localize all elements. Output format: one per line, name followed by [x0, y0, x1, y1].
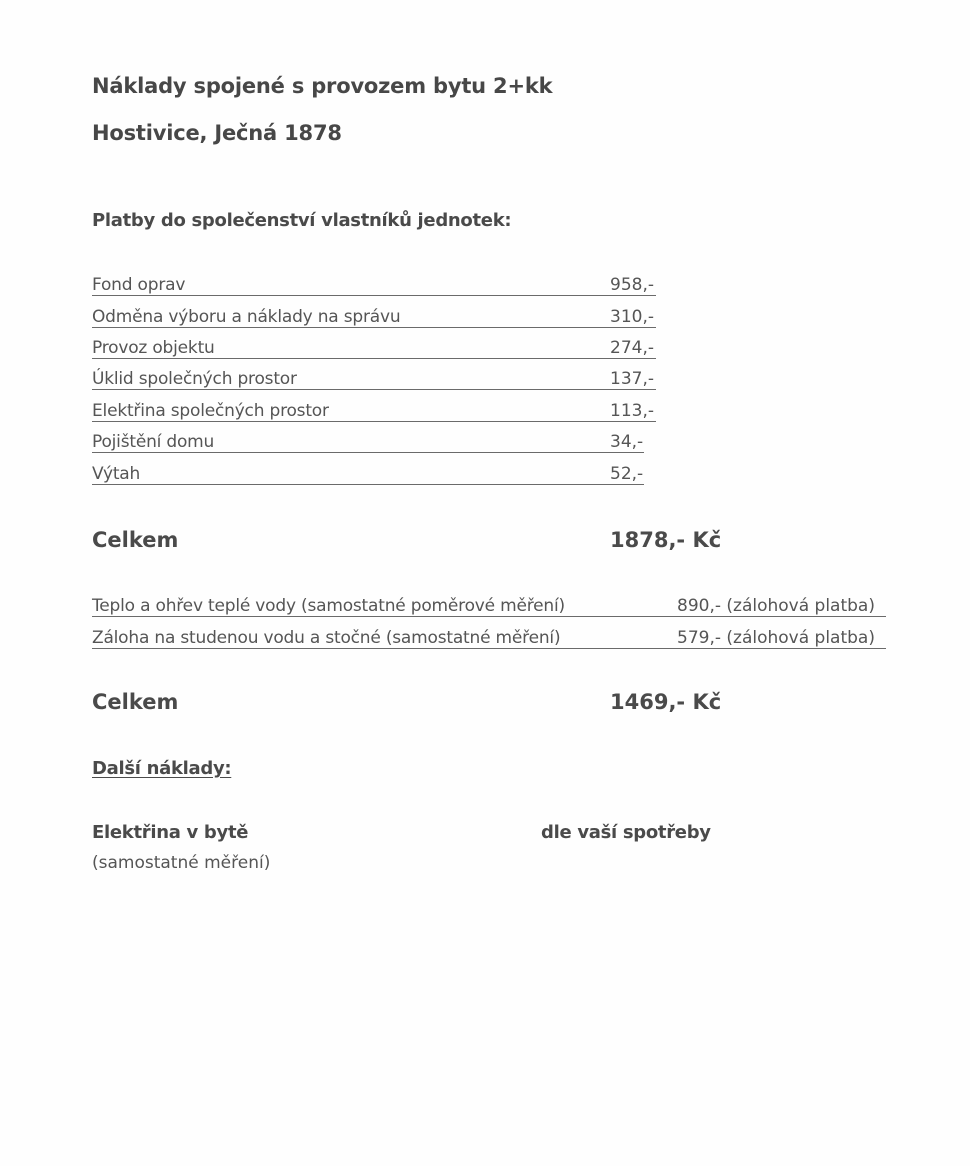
- item-value: 52,-: [610, 464, 644, 484]
- item-label: Provoz objektu: [92, 338, 215, 358]
- total-label: Celkem: [92, 690, 179, 714]
- table-row: [92, 626, 886, 649]
- table-row: [92, 336, 656, 359]
- item-value: 34,-: [610, 432, 644, 452]
- item-label: Pojištění domu: [92, 432, 215, 452]
- table-row: [92, 273, 656, 296]
- section-heading-svj: Platby do společenství vlastníků jednotek:: [92, 210, 512, 231]
- item-label: Teplo a ohřev teplé vody (samostatné poměrové měření): [92, 596, 565, 616]
- item-value: 890,- (zálohová platba): [677, 596, 875, 616]
- table-row: [92, 594, 886, 617]
- total-row: [92, 528, 722, 552]
- total-value: 1878,- Kč: [610, 528, 722, 552]
- table-row: [92, 305, 656, 328]
- document-title: Náklady spojené s provozem bytu 2+kk: [92, 74, 553, 98]
- total-row: [92, 690, 722, 714]
- item-label: Elektřina společných prostor: [92, 401, 329, 421]
- section-heading-other: Další náklady:: [92, 758, 232, 779]
- table-row: [92, 462, 644, 485]
- total-label: Celkem: [92, 528, 179, 552]
- item-value: 113,-: [610, 401, 654, 421]
- item-label: Fond oprav: [92, 275, 186, 295]
- electricity-note: (samostatné měření): [92, 853, 271, 873]
- table-row: [92, 399, 656, 422]
- item-label: Úklid společných prostor: [92, 369, 297, 389]
- item-value: 274,-: [610, 338, 654, 358]
- item-label: Odměna výboru a náklady na správu: [92, 307, 401, 327]
- electricity-label: Elektřina v bytě: [92, 822, 249, 843]
- item-value: 958,-: [610, 275, 654, 295]
- item-value: 137,-: [610, 369, 654, 389]
- item-label: Záloha na studenou vodu a stočné (samostatné měření): [92, 628, 561, 648]
- total-value: 1469,- Kč: [610, 690, 722, 714]
- electricity-value: dle vaší spotřeby: [541, 822, 711, 843]
- item-value: 310,-: [610, 307, 654, 327]
- property-address: Hostivice, Ječná 1878: [92, 121, 342, 145]
- table-row: [92, 430, 644, 453]
- item-value: 579,- (zálohová platba): [677, 628, 875, 648]
- item-label: Výtah: [92, 464, 141, 484]
- table-row: [92, 367, 656, 390]
